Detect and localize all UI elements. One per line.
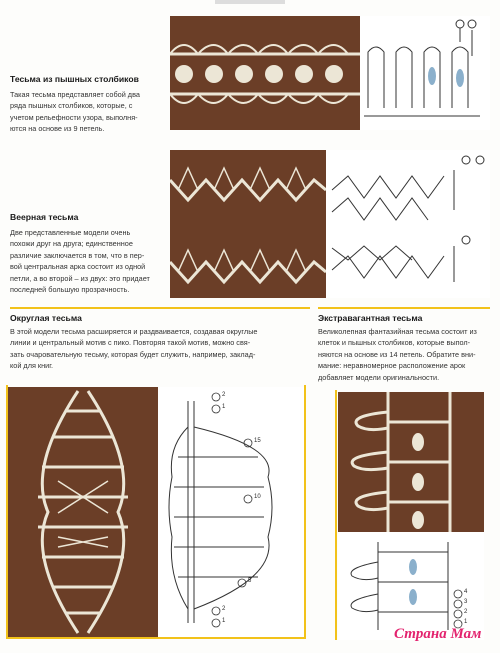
section-title-veernaya: Веерная тесьма	[10, 212, 79, 222]
top-edge-mark	[215, 0, 285, 4]
photo-okruglaya	[8, 387, 158, 637]
text-line: ряда пышных столбиков, которые, с	[10, 101, 133, 111]
section-text-ekstravagantnaya	[318, 326, 494, 383]
text-line: добавляет модели оригинальности.	[318, 372, 440, 382]
text-line: кой для книг.	[10, 361, 54, 371]
text-line: учетом рельефности узора, выполня-	[10, 112, 138, 122]
section-text-okruglaya	[10, 326, 310, 372]
divider-rule-right	[318, 307, 490, 309]
section-title-okruglaya: Округлая тесьма	[10, 313, 82, 323]
divider-vertical-right	[335, 390, 337, 640]
text-line: Две представленные модели очень	[10, 228, 131, 237]
diagram-label: 1	[222, 618, 226, 624]
text-line: Великолепная фантазийная тесьма состоит из	[318, 327, 477, 336]
diagram-label: 15	[254, 438, 261, 444]
text-line: зать очаровательную тесьму, которая будет служить, например, заклад-	[10, 349, 256, 359]
text-line: клеток и пышных столбиков, которые выпол-	[318, 338, 471, 348]
diagram-label: 1	[222, 404, 226, 410]
diagram-veernaya	[326, 150, 490, 298]
section-text-pyshnye	[10, 89, 168, 135]
diagram-label: 2	[222, 606, 226, 612]
diagram-label: 4	[464, 589, 468, 595]
divider-rule-left	[10, 307, 310, 309]
diagram-label: 3	[464, 599, 468, 605]
text-line: линии и центральный мотив с пико. Повторяя такой мотив, можно свя-	[10, 338, 251, 348]
section-title-ekstravagantnaya: Экстравагантная тесьма	[318, 313, 423, 323]
diagram-okruglaya	[158, 387, 304, 637]
text-line: похожи друг на друга; единственное	[10, 239, 133, 249]
diagram-label: 1	[464, 619, 468, 625]
text-line: няются на основе из 14 петель. Обратите вни-	[318, 349, 476, 359]
diagram-label: 5	[248, 578, 252, 584]
text-line: мание: неравномерное расположение арок	[318, 361, 466, 371]
text-line: различие заключается в том, что в пер-	[10, 250, 145, 260]
text-line: последней большую прозрачность.	[10, 285, 130, 295]
text-line: вой центральная арка состоит из одной	[10, 262, 146, 272]
text-line: ются на основе из 9 петель.	[10, 124, 105, 134]
text-line: Такая тесьма представляет собой два	[10, 90, 140, 99]
divider-vertical-middle	[304, 385, 306, 639]
diagram-label: 10	[254, 494, 261, 500]
text-line: петли, а во второй – из двух: это придает	[10, 273, 150, 283]
photo-veernaya	[170, 150, 326, 298]
site-watermark: Страна Мам	[394, 626, 482, 642]
diagram-label: 2	[464, 609, 468, 615]
diagram-pyshnye	[360, 16, 490, 130]
photo-ekstravagantnaya	[338, 392, 484, 532]
diagram-label: 2	[222, 392, 226, 398]
photo-pyshnye	[170, 16, 360, 130]
section-text-veernaya	[10, 227, 168, 295]
divider-bottom-left	[6, 637, 306, 639]
section-title-pyshnye: Тесьма из пышных столбиков	[10, 74, 139, 84]
diagram-ekstravagantnaya	[338, 532, 484, 640]
text-line: В этой модели тесьма расширяется и раздваивается, создавая округлые	[10, 327, 258, 336]
